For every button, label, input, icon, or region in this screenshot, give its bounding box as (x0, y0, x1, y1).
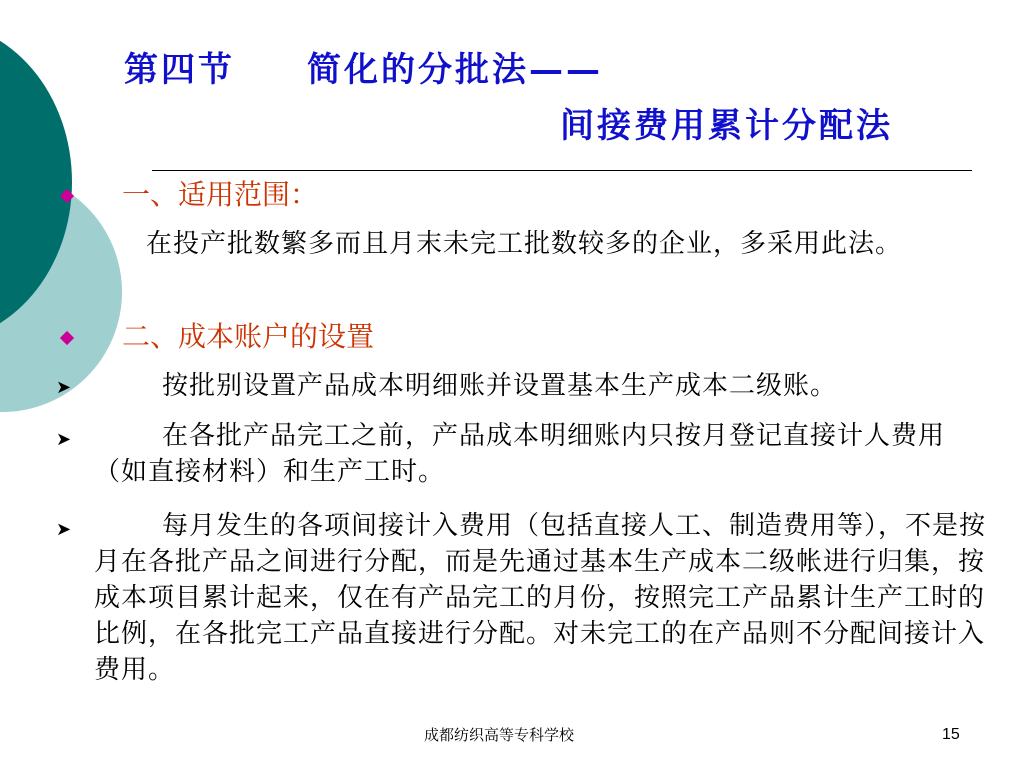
title-section-label: 第四节 (124, 50, 235, 90)
list-item-2: 在各批产品完工之前，产品成本明细账内只按月登记直接计人费用（如直接材料）和生产工时。 (94, 421, 946, 487)
footer-school-name: 成都纺织高等专科学校 (424, 726, 575, 744)
title-method-name: 简化的分批法—— (307, 50, 603, 90)
list-item-1: 按批别设置产品成本明细账并设置基本生产成本二级账。 (162, 371, 838, 401)
arrow-icon: ➤ (56, 519, 72, 540)
section-heading-1: 一、适用范围： (122, 178, 319, 211)
title-divider (152, 170, 972, 171)
list-item-3: 每月发生的各项间接计入费用（包括直接人工、制造费用等），不是按月在各批产品之间进行分配，而是先通过基本生产成本二级帐进行归集，按成本项目累计起来，仅在有产品完工的月份，按照完工产品累计生产工时的比例，在各批完工产品直接进行分配。对未完工的在产品则不分配间接计入费用。 (94, 511, 987, 685)
section-heading-2: 二、成本账户的设置 (122, 320, 375, 353)
page-number: 15 (942, 726, 960, 743)
section-1-paragraph: 在投产批数繁多而且月末未完工批数较多的企业，多采用此法。 (146, 229, 903, 259)
title-line-1 (124, 50, 603, 90)
arrow-icon: ➤ (56, 377, 72, 398)
title-line-2: 间接费用累计分配法 (560, 106, 893, 146)
arrow-icon: ➤ (56, 429, 72, 450)
